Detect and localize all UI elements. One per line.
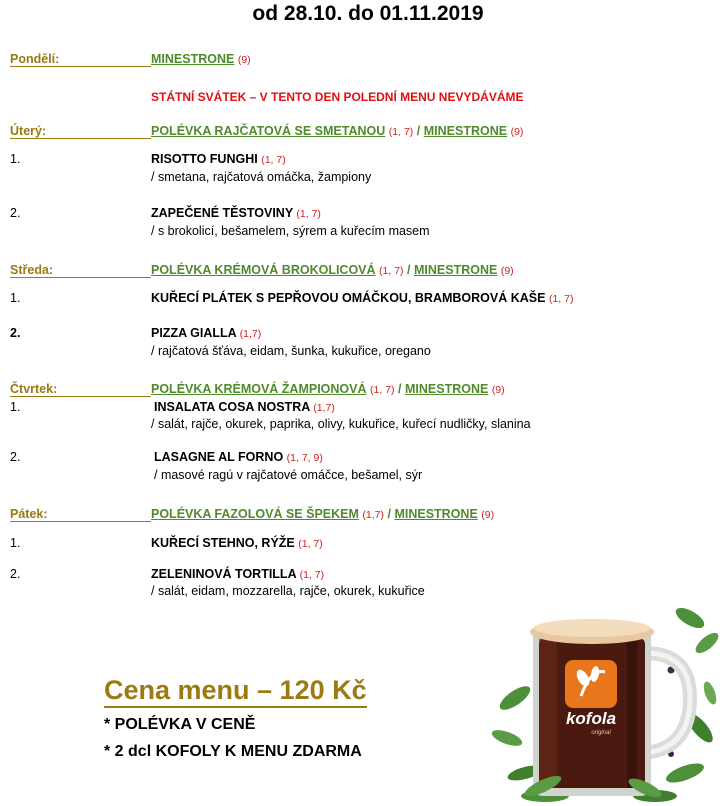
day-label-friday: Pátek: — [10, 507, 48, 521]
item-number: 1. — [10, 291, 21, 305]
day-label-thursday: Čtvrtek: — [10, 382, 58, 396]
soup-tuesday: POLÉVKA RAJČATOVÁ SE SMETANOU (1, 7) / MINESTRONE (9) — [151, 124, 524, 138]
day-label-wednesday: Středa: — [10, 263, 54, 277]
note-free-kofola: * 2 dcl KOFOLY K MENU ZDARMA — [104, 743, 362, 760]
item-number: 2. — [10, 567, 21, 581]
dish-name: KUŘECÍ STEHNO, RÝŽE (1, 7) — [151, 536, 323, 550]
day-underline — [10, 277, 151, 278]
day-underline — [10, 138, 151, 139]
day-underline — [10, 396, 151, 397]
kofola-logo — [565, 660, 617, 708]
kofola-mug-illustration — [485, 598, 724, 806]
holiday-notice: STÁTNÍ SVÁTEK – V TENTO DEN POLEDNÍ MENU NEVYDÁVÁME — [151, 90, 524, 104]
menu-title: od 28.10. do 01.11.2019 — [252, 2, 484, 25]
dish-name: KUŘECÍ PLÁTEK S PEPŘOVOU OMÁČKOU, BRAMBOROVÁ KAŠE (1, 7) — [151, 291, 574, 305]
dish-name: ZAPEČENÉ TĚSTOVINY (1, 7) — [151, 206, 321, 220]
soup-wednesday: POLÉVKA KRÉMOVÁ BROKOLICOVÁ (1, 7) / MINESTRONE (9) — [151, 263, 514, 277]
dish-description: / masové ragú v rajčatové omáčce, bešamel, sýr — [154, 468, 423, 482]
day-underline — [10, 521, 151, 522]
dish-name: PIZZA GIALLA (1,7) — [151, 326, 262, 340]
brand-sub: original — [591, 730, 611, 736]
dish-name: LASAGNE AL FORNO (1, 7, 9) — [154, 450, 323, 464]
dish-description: / smetana, rajčatová omáčka, žampiony — [151, 170, 372, 184]
day-label-tuesday: Úterý: — [10, 124, 47, 138]
item-number: 2. — [10, 206, 21, 220]
soup-friday: POLÉVKA FAZOLOVÁ SE ŠPEKEM (1,7) / MINESTRONE (9) — [151, 507, 495, 521]
dish-description: / s brokolicí, bešamelem, sýrem a kuřecím masem — [151, 224, 430, 238]
day-label-monday: Pondělí: — [10, 52, 60, 66]
note-soup-included: * POLÉVKA V CENĚ — [104, 716, 256, 733]
dish-name: INSALATA COSA NOSTRA (1,7) — [154, 400, 335, 414]
brand-name: kofola — [565, 709, 617, 728]
dish-description: / salát, eidam, mozzarella, rajče, okurek, kukuřice — [151, 584, 425, 598]
item-number: 1. — [10, 536, 21, 550]
item-number: 2. — [10, 450, 21, 464]
day-underline — [10, 66, 151, 67]
dish-description: / rajčatová šťáva, eidam, šunka, kukuřice, oregano — [151, 344, 431, 358]
dish-name: RISOTTO FUNGHI (1, 7) — [151, 152, 286, 166]
dish-name: ZELENINOVÁ TORTILLA (1, 7) — [151, 567, 325, 581]
soup-thursday: POLÉVKA KRÉMOVÁ ŽAMPIONOVÁ (1, 7) / MINESTRONE (9) — [151, 382, 505, 396]
dish-description: / salát, rajče, okurek, paprika, olivy, kukuřice, kuřecí nudličky, slanina — [151, 417, 531, 431]
item-number: 1. — [10, 152, 21, 166]
item-number: 2. — [10, 326, 21, 340]
menu-price: Cena menu – 120 Kč — [104, 674, 367, 708]
soup-monday: MINESTRONE (9) — [151, 52, 251, 66]
item-number: 1. — [10, 400, 21, 414]
